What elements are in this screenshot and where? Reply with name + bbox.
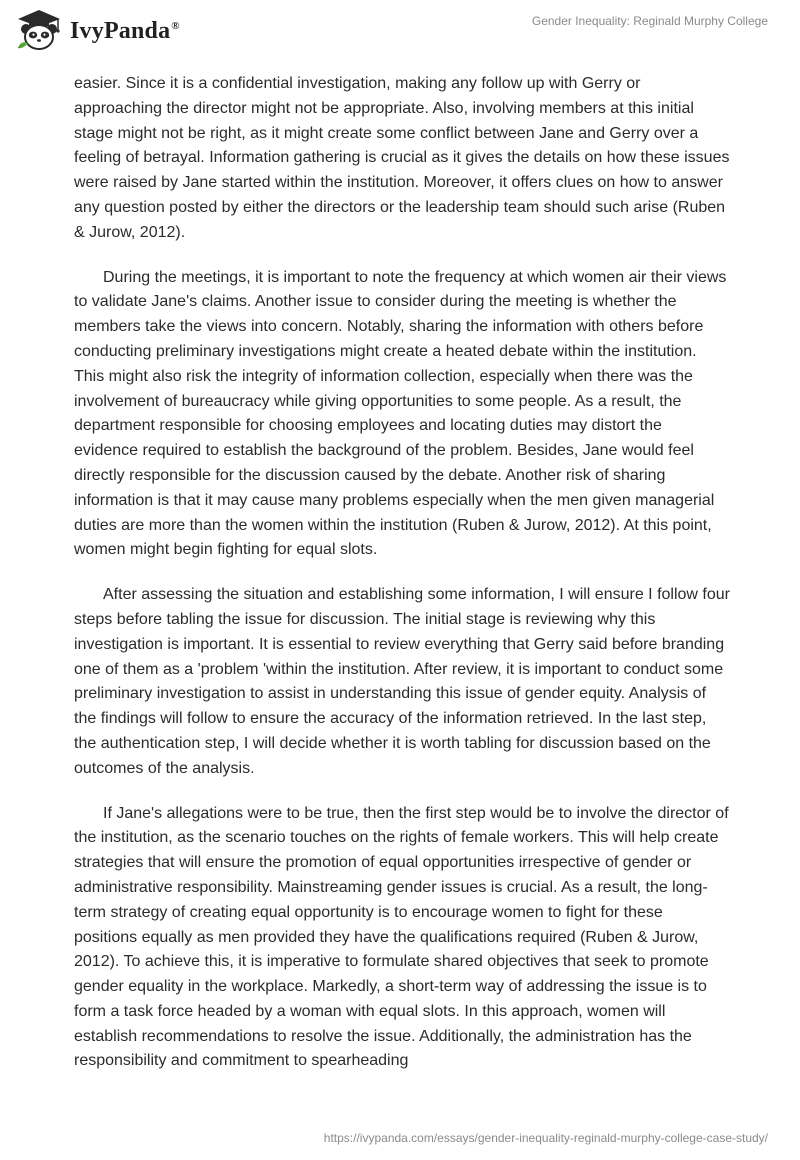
- paragraph-4: If Jane's allegations were to be true, then the first step would be to involve the director of the institution, as the scenario touches on the rights of female workers. This will help create strategies that will ensure the promotion of equal opportunities irrespective of gender or administrative responsibility. Mainstreaming gender issues is crucial. As a result, the long-term strategy of creating equal opportunity is to encourage women to fight for these positions equally as men provided they have the qualifications required (Ruben & Jurow, 2012). To achieve this, it is imperative to formulate shared objectives that seek to promote gender equality in the workplace. Markedly, a short-term way of addressing the issue is to form a task force headed by a woman with equal slots. In this approach, women will establish recommendations to resolve the issue. Additionally, the administration has the responsibility and commitment to spearheading: [74, 804, 729, 1070]
- paragraph-3: After assessing the situation and establishing some information, I will ensure I follow four steps before tabling the issue for discussion. The initial stage is reviewing why this investigation is important. It is essential to review everything that Gerry said before branding one of them as a 'problem 'within the institution. After review, it is important to conduct some preliminary investigation to assist in understanding this issue of gender equity. Analysis of the findings will follow to ensure the accuracy of the information retrieved. In the last step, the authentication step, I will decide whether it is worth tabling for discussion based on the outcomes of the analysis.: [74, 586, 730, 777]
- essay-body: [74, 72, 730, 1094]
- panda-graduate-icon: [14, 8, 64, 54]
- paragraph-1: easier. Since it is a confidential investigation, making any follow up with Gerry or approaching the director might not be appropriate. Also, involving members at this initial stage might not be right, as it might create some conflict between Jane and Gerry over a feeling of betrayal. Information gathering is crucial as it gives the details on how these issues were raised by Jane started within the institution. Moreover, it offers clues on how to answer any question posted by either the directors or the leadership team should such arise (Ruben & Jurow, 2012).: [74, 75, 730, 241]
- page-header: [0, 0, 800, 64]
- paragraph-2: During the meetings, it is important to note the frequency at which women air their views to validate Jane's claims. Another issue to consider during the meeting is whether the members take the views into concern. Notably, sharing the information with others before conducting preliminary investigations might create a heated debate within the institution. This might also risk the integrity of information collection, especially when there was the involvement of bureaucracy while giving opportunities to some people. As a result, the department responsible for choosing employees and locating duties may distort the evidence required to establish the background of the problem. Besides, Jane would feel directly responsible for the discussion caused by the debate. Another risk of sharing information is that it may cause many problems especially when the men given managerial duties are more than the women within the institution (Ruben & Jurow, 2012). At this point, women might begin fighting for equal slots.: [74, 268, 727, 559]
- brand-name: IvyPanda®: [70, 17, 180, 44]
- ivypanda-logo[interactable]: [14, 8, 180, 54]
- document-title: Gender Inequality: Reginald Murphy College: [531, 14, 768, 28]
- registered-mark: ®: [171, 19, 180, 32]
- source-url-link[interactable]: https://ivypanda.com/essays/gender-inequality-reginald-murphy-college-case-study/: [323, 1131, 768, 1145]
